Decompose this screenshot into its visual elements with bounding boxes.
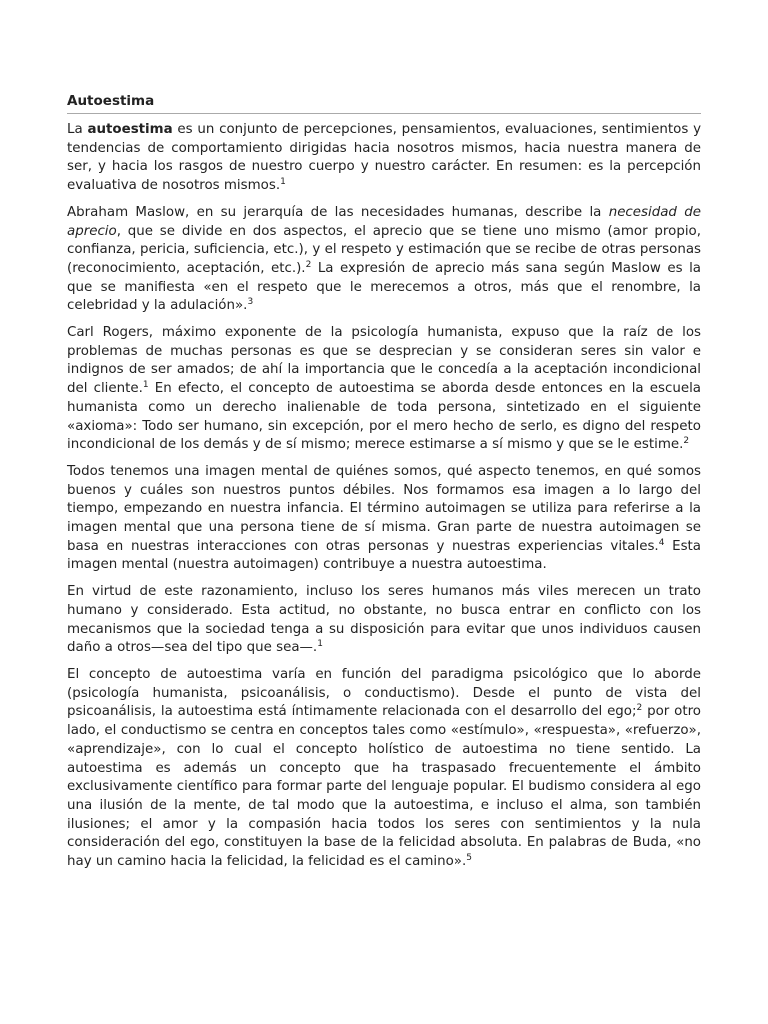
paragraph-2-text-b: , que se divide en dos aspectos, el aprecio que se tiene uno mismo (amor propio, confianza, pericia, suficiencia, etc.), y el respeto y estimación que se recibe de otras personas (reconocimiento, aceptación, etc.). — [67, 223, 701, 276]
paragraph-5-text-a: En virtud de este razonamiento, incluso los seres humanos más viles merecen un trato humano y considerado. Esta actitud, no obstante, no busca entrar en conflicto con los mecanismos que la sociedad tenga a su disposición para evitar que unos individuos causen daño a otros—sea del tipo que sea—. — [67, 584, 701, 656]
reference-marker[interactable]: 1 — [280, 177, 286, 188]
bold-term: autoestima — [87, 122, 173, 137]
reference-marker[interactable]: 1 — [142, 380, 149, 391]
reference-marker[interactable]: 3 — [247, 297, 254, 308]
article-title: Autoestima — [67, 92, 701, 114]
paragraph-3-text-b: En efecto, el concepto de autoestima se aborda desde entonces en la escuela humanista como un derecho inalienable de toda persona, sintetizado en el siguiente «axioma»: Todo ser humano, sin excepción, por el mero hecho de serlo, es digno del respeto incondicional de los demás y de sí mismo; merece estimarse a sí mismo y que se le estime. — [67, 381, 701, 453]
paragraph-6-text-b: por otro lado, el conductismo se centra en conceptos tales como «estímulo», «respuesta», «refuerzo», «aprendizaje», con lo cual el concepto holístico de autoestima no tiene sentido. La autoestima es además un concepto que ha traspasado frecuentemente el ámbito exclusivamente científico para formar parte del lenguaje popular. El budismo considera al ego una ilusión de la mente, de tal modo que la autoestima, e incluso el alma, son también ilusiones; el amor y la compasión hacia todos los seres con sentimientos y la nula consideración del ego, constituyen la base de la felicidad absoluta. En palabras de Buda, «no hay un camino hacia la felicidad, la felicidad es el camino». — [67, 704, 701, 870]
paragraph-3 — [67, 324, 701, 455]
paragraph-4-text-a: Todos tenemos una imagen mental de quiénes somos, qué aspecto tenemos, en qué somos buenos y cuáles son nuestros puntos débiles. Nos formamos esa imagen a lo largo del tiempo, empezando en nuestra infancia. El término autoimagen se utiliza para referirse a la imagen mental que una persona tiene de sí misma. Gran parte de nuestra autoimagen se basa en nuestras interacciones con otras personas y nuestras experiencias vitales. — [67, 463, 701, 554]
paragraph-1-text-b: es un conjunto de percepciones, pensamientos, evaluaciones, sentimientos y tendencias de comportamiento dirigidas hacia nosotros mismos, hacia nuestra manera de ser, y hacia los rasgos de nuestro cuerpo y nuestro carácter. En resumen: es la percepción evaluativa de nosotros mismos. — [67, 122, 701, 194]
paragraph-2 — [67, 204, 701, 316]
italic-term: necesidad de aprecio — [67, 204, 701, 239]
paragraph-3-text-a: Carl Rogers, máximo exponente de la psicología humanista, expuso que la raíz de los problemas de muchas personas es que se desprecian y se consideran seres sin valor e indignos de ser amados; de ahí la importancia que le concedía a la aceptación incondicional del cliente. — [67, 325, 701, 397]
paragraph-6-text-a: El concepto de autoestima varía en función del paradigma psicológico que lo aborde (psicología humanista, psicoanálisis, o conductismo). Desde el punto de vista del psicoanálisis, la autoestima está íntimamente relacionada con el desarrollo del ego; — [67, 666, 701, 720]
reference-marker[interactable]: 4 — [658, 537, 665, 548]
paragraph-6 — [67, 666, 701, 872]
paragraph-5 — [67, 583, 701, 658]
reference-marker[interactable]: 5 — [466, 853, 472, 864]
paragraph-1 — [67, 121, 701, 196]
article — [67, 92, 701, 880]
paragraph-4-text-b: Esta imagen mental (nuestra autoimagen) contribuye a nuestra autoestima. — [67, 538, 702, 573]
paragraph-1-text-a: La — [67, 122, 88, 137]
reference-marker[interactable]: 2 — [636, 703, 643, 714]
paragraph-2-text-c: La expresión de aprecio más sana según Maslow es la que se manifiesta «en el respeto que le merecemos a otros, más que el renombre, la celebridad y la adulación». — [67, 260, 702, 314]
reference-marker[interactable]: 1 — [317, 639, 323, 650]
reference-marker[interactable]: 2 — [683, 436, 690, 447]
paragraph-2-text-a: Abraham Maslow, en su jerarquía de las necesidades humanas, describe la — [67, 204, 609, 220]
reference-marker[interactable]: 2 — [305, 259, 312, 270]
paragraph-4 — [67, 463, 701, 575]
